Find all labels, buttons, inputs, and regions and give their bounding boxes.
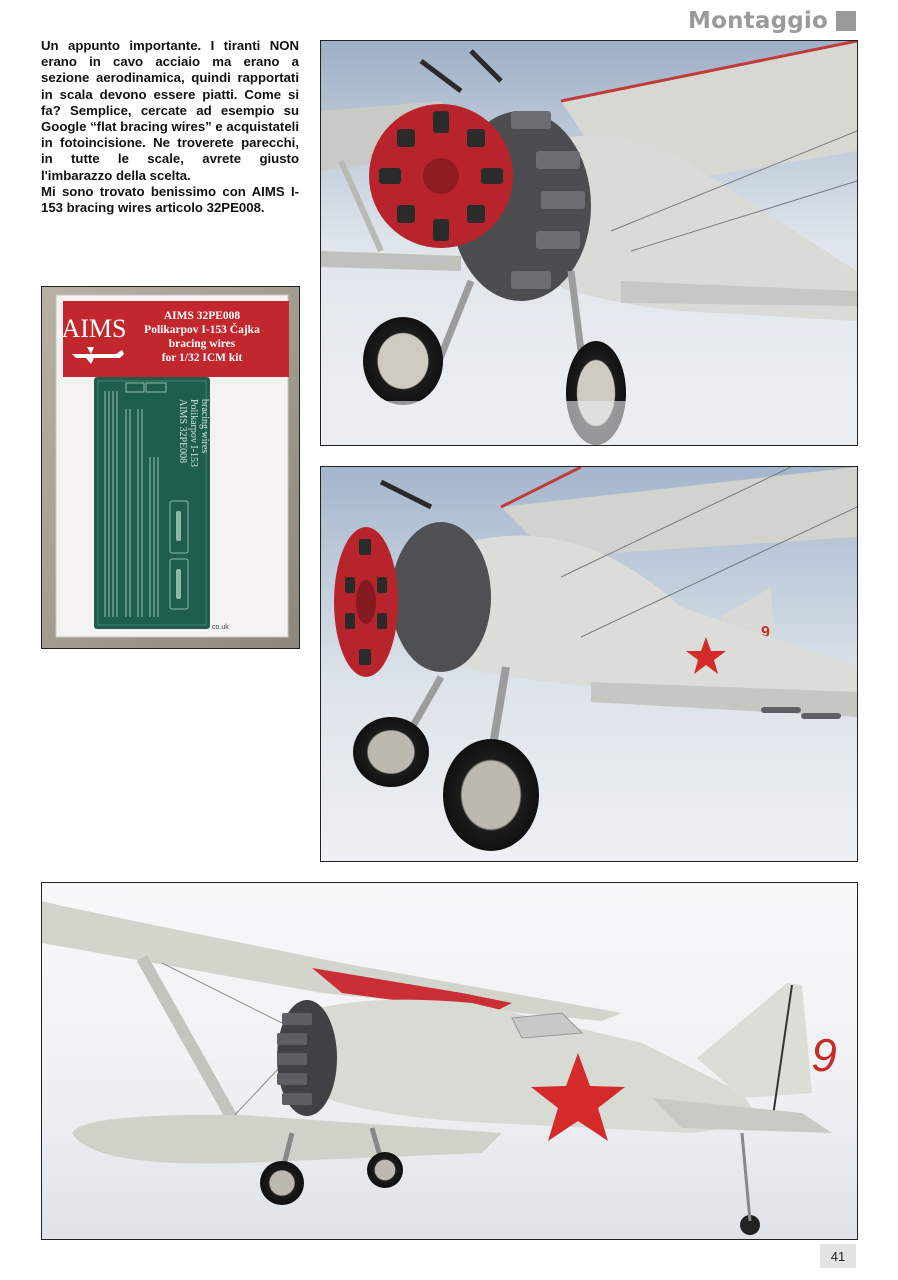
model-photo-side-view xyxy=(41,882,858,1240)
red-cowling-ring xyxy=(334,527,398,677)
section-marker-square xyxy=(836,11,856,31)
model-photo-three-quarter xyxy=(320,466,858,862)
aims-brand-logo: AIMS xyxy=(61,314,127,343)
tail-number: 9 xyxy=(811,1029,837,1081)
aims-package-illustration xyxy=(42,287,299,648)
left-wheel xyxy=(353,717,429,787)
tail-number: 9 xyxy=(761,624,770,641)
fret-text-line-3: bracing wires xyxy=(199,399,210,454)
article-paragraph-1: Un appunto importante. I tiranti NON erano in cavo acciaio ma erano a sezione aerodinamica, quindi rapportati in scala devono essere piatti. Come si fa? Semplice, cercate ad esempio su Google “flat bracing wires” e acquistateli in fotoincisione. Ne troverete parecchi, in tutte le scale, avrete giusto l'imbarazzo della scelta. xyxy=(41,38,299,183)
section-title: Montaggio xyxy=(688,8,828,34)
left-wheel xyxy=(260,1161,304,1205)
engine-front-illustration xyxy=(321,41,857,445)
fret-url-text: co.uk xyxy=(212,624,229,631)
red-cowling-ring xyxy=(369,104,513,248)
page-number: 41 xyxy=(820,1244,856,1268)
three-quarter-illustration xyxy=(321,467,857,861)
label-line-1: AIMS 32PE008 xyxy=(163,310,241,322)
product-photo-aims-package xyxy=(41,286,300,649)
section-header xyxy=(688,8,856,34)
right-wheel xyxy=(443,739,539,851)
label-line-2: Polikarpov I-153 Čajka xyxy=(144,324,260,336)
left-wheel xyxy=(363,317,443,405)
article-paragraph-2: Mi sono trovato benissimo con AIMS I-153 bracing wires articolo 32PE008. xyxy=(41,183,299,216)
article-text xyxy=(41,38,299,216)
label-line-3: bracing wires xyxy=(168,338,236,350)
model-photo-engine-front xyxy=(320,40,858,446)
right-wheel xyxy=(367,1152,403,1188)
side-view-illustration xyxy=(42,883,857,1239)
fret-text-line-2: Polikarpov I-153 xyxy=(188,399,199,468)
fret-text-line-1: AIMS 32PE008 xyxy=(177,399,188,464)
label-line-4: for 1/32 ICM kit xyxy=(161,352,243,364)
